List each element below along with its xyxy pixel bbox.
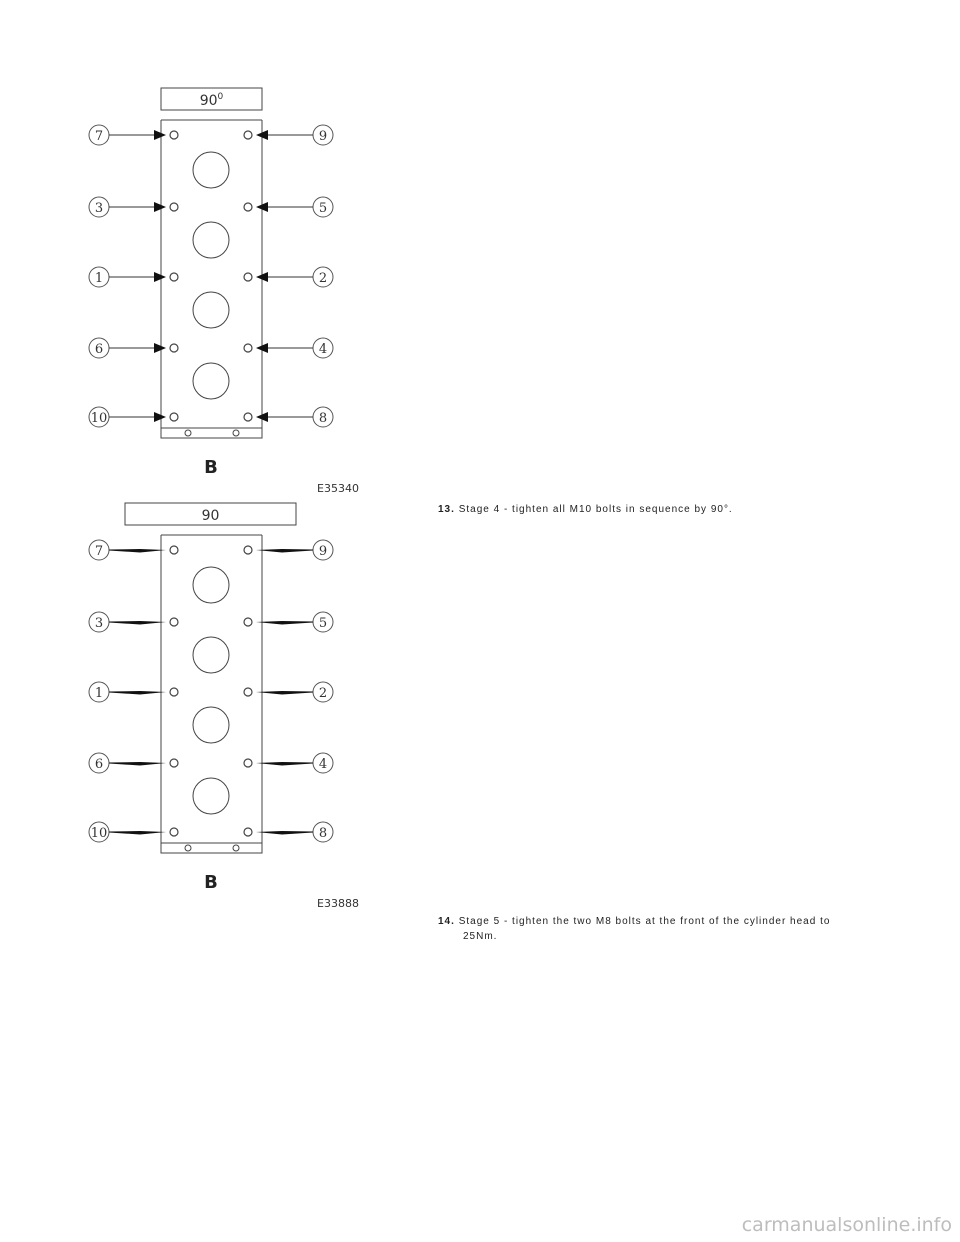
step-number: 13. <box>438 504 455 515</box>
m10-bolt <box>170 131 178 139</box>
sequence-number-label: 9 <box>318 544 328 559</box>
arrow-head <box>154 412 166 422</box>
cylinder-bore <box>193 637 229 673</box>
front-cover-strip <box>161 428 262 438</box>
sequence-number-label: 3 <box>94 616 104 631</box>
m10-bolt <box>244 618 252 626</box>
m8-bolt <box>233 430 239 436</box>
arrow-tapered <box>109 831 166 835</box>
arrow-head <box>154 272 166 282</box>
m10-bolt <box>244 759 252 767</box>
sequence-number-label: 1 <box>94 271 104 286</box>
arrow-head <box>154 202 166 212</box>
m10-bolt <box>170 203 178 211</box>
m10-bolt <box>244 828 252 836</box>
m10-bolt <box>244 688 252 696</box>
sequence-number-label: 10 <box>90 411 108 426</box>
sequence-number-label: 1 <box>94 686 104 701</box>
m10-bolt <box>244 413 252 421</box>
step-text: Stage 5 - tighten the two M8 bolts at the front of the cylinder head to <box>458 916 831 927</box>
m10-bolt <box>244 273 252 281</box>
cylinder-bore <box>193 567 229 603</box>
m10-bolt <box>244 344 252 352</box>
arrow-tapered <box>109 621 166 625</box>
sequence-number-label: 7 <box>94 129 104 144</box>
cylinder-bore <box>193 222 229 258</box>
step-text: Stage 4 - tighten all M10 bolts in sequence by 90°. <box>458 504 733 515</box>
cylinder-bore <box>193 152 229 188</box>
m10-bolt <box>244 131 252 139</box>
arrow-tapered <box>256 621 313 625</box>
m10-bolt <box>170 828 178 836</box>
arrow-tapered <box>256 549 313 553</box>
sequence-number-label: 2 <box>318 686 328 701</box>
m8-bolt <box>185 430 191 436</box>
m10-bolt <box>170 344 178 352</box>
angle-label: 90 <box>201 508 220 524</box>
sequence-number-label: 5 <box>318 201 328 216</box>
arrow-tapered <box>256 691 313 695</box>
sequence-number-label: 4 <box>318 342 328 357</box>
m10-bolt <box>244 203 252 211</box>
step-13 <box>438 502 858 517</box>
m8-bolt <box>233 845 239 851</box>
cylinder-bore <box>193 363 229 399</box>
arrow-tapered <box>109 691 166 695</box>
sequence-number-label: 6 <box>94 342 104 357</box>
m10-bolt <box>170 759 178 767</box>
sequence-number-label: 9 <box>318 129 328 144</box>
step-text-continuation: 25Nm. <box>463 931 498 942</box>
arrow-head <box>154 343 166 353</box>
sequence-number-label: 7 <box>94 544 104 559</box>
bolt-sequence-diagram <box>0 495 420 915</box>
figure-code: E33888 <box>317 897 359 910</box>
arrow-tapered <box>256 762 313 766</box>
view-letter: B <box>204 457 218 478</box>
figure-torque-sequence-2 <box>0 495 420 915</box>
sequence-number-label: 2 <box>318 271 328 286</box>
m10-bolt <box>170 618 178 626</box>
step-number: 14. <box>438 916 455 927</box>
m10-bolt <box>170 273 178 281</box>
site-watermark: carmanualsonline.info <box>741 1214 952 1236</box>
cylinder-bore <box>193 778 229 814</box>
arrow-head <box>154 130 166 140</box>
arrow-tapered <box>109 762 166 766</box>
arrow-tapered <box>256 831 313 835</box>
arrow-tapered <box>109 549 166 553</box>
front-cover-strip <box>161 843 262 853</box>
step-14 <box>438 914 858 944</box>
sequence-number-label: 3 <box>94 201 104 216</box>
m10-bolt <box>170 546 178 554</box>
m8-bolt <box>185 845 191 851</box>
m10-bolt <box>170 413 178 421</box>
sequence-number-label: 4 <box>318 757 328 772</box>
m10-bolt <box>244 546 252 554</box>
view-letter: B <box>204 872 218 893</box>
m10-bolt <box>170 688 178 696</box>
bolt-sequence-diagram <box>0 80 420 500</box>
figure-torque-sequence-1 <box>0 80 420 500</box>
angle-label: $90^0$ <box>199 92 224 109</box>
sequence-number-label: 8 <box>318 411 328 426</box>
sequence-number-label: 10 <box>90 826 108 841</box>
sequence-number-label: 6 <box>94 757 104 772</box>
cylinder-bore <box>193 292 229 328</box>
cylinder-bore <box>193 707 229 743</box>
sequence-number-label: 5 <box>318 616 328 631</box>
sequence-number-label: 8 <box>318 826 328 841</box>
figure-code: E35340 <box>317 482 359 495</box>
